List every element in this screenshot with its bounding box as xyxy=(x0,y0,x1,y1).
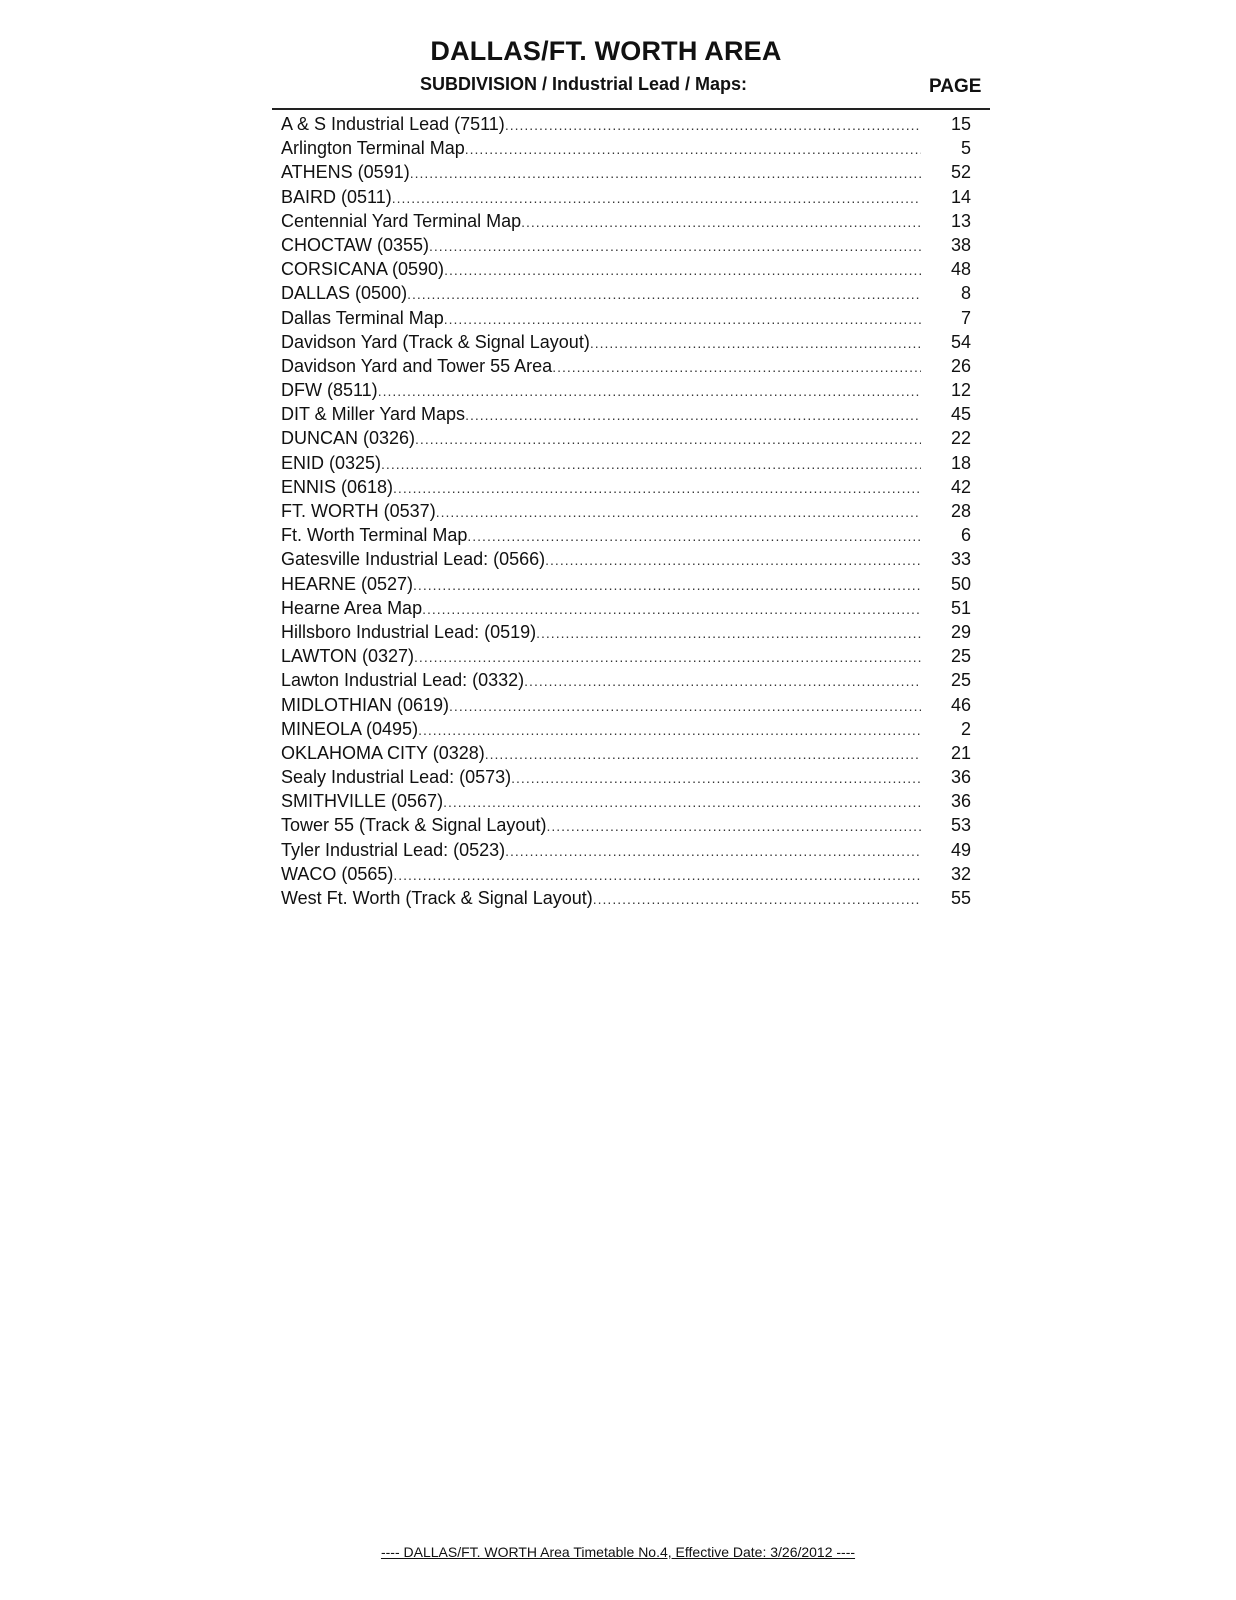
toc-entry[interactable] xyxy=(281,717,971,741)
dot-leader xyxy=(521,210,921,234)
toc-entry-page: 21 xyxy=(950,742,971,763)
toc-entry[interactable] xyxy=(281,233,971,257)
toc-entry[interactable] xyxy=(281,523,971,547)
toc-entry-label: CORSICANA (0590) xyxy=(281,259,445,280)
toc-entry[interactable] xyxy=(281,741,971,765)
dot-leader xyxy=(429,234,921,258)
toc-entry[interactable] xyxy=(281,499,971,523)
toc-entry-label: DALLAS (0500) xyxy=(281,283,408,304)
section-subtitle: SUBDIVISION / Industrial Lead / Maps: xyxy=(420,74,748,94)
dot-leader xyxy=(392,186,921,210)
toc-entry-page: 15 xyxy=(950,114,971,134)
toc-entry-label: LAWTON (0327) xyxy=(281,646,415,667)
toc-entry-label: DUNCAN (0326) xyxy=(281,428,416,449)
toc-entry-page: 25 xyxy=(950,646,971,667)
toc-entry-label: HEARNE (0527) xyxy=(281,573,414,594)
dot-leader xyxy=(378,379,921,403)
toc-entry-page: 55 xyxy=(950,888,971,908)
dot-leader xyxy=(467,524,921,548)
toc-entry-label: Davidson Yard (Track & Signal Layout) xyxy=(281,331,590,352)
toc-entry[interactable] xyxy=(281,306,971,330)
toc-entry-label: MIDLOTHIAN (0619) xyxy=(281,694,450,715)
toc-entry-label: FT. WORTH (0537) xyxy=(281,501,436,521)
toc-entry-label: Arlington Terminal Map xyxy=(281,138,465,159)
toc-entry-label: CHOCTAW (0355) xyxy=(281,234,430,255)
dot-leader xyxy=(536,621,921,645)
toc-entry-label: West Ft. Worth (Track & Signal Layout) xyxy=(281,888,593,908)
toc-entry-label: A & S Industrial Lead (7511) xyxy=(281,114,505,134)
table-of-contents xyxy=(281,112,971,910)
dot-leader xyxy=(511,766,921,790)
dot-leader xyxy=(381,452,921,476)
toc-entry-page: 53 xyxy=(950,815,971,836)
toc-entry-label: BAIRD (0511) xyxy=(281,186,392,207)
dot-leader xyxy=(546,814,921,838)
toc-entry-page: 28 xyxy=(950,501,971,521)
toc-entry[interactable] xyxy=(281,330,971,354)
toc-entry[interactable] xyxy=(281,378,971,402)
dot-leader xyxy=(418,718,921,742)
toc-entry[interactable] xyxy=(281,620,971,644)
toc-entry[interactable] xyxy=(281,668,971,692)
toc-entry-page: 12 xyxy=(950,380,971,401)
toc-entry-page: 46 xyxy=(950,694,971,715)
toc-entry[interactable] xyxy=(281,136,971,160)
toc-entry-page: 8 xyxy=(960,283,971,304)
toc-entry-label: Ft. Worth Terminal Map xyxy=(281,525,468,546)
toc-entry-label: WACO (0565) xyxy=(281,863,394,884)
toc-entry-page: 5 xyxy=(960,138,971,159)
toc-entry[interactable] xyxy=(281,765,971,789)
toc-entry-page: 2 xyxy=(960,718,971,739)
toc-entry[interactable] xyxy=(281,160,971,184)
toc-entry-page: 52 xyxy=(950,162,971,183)
toc-entry-page: 22 xyxy=(950,428,971,449)
toc-entry[interactable] xyxy=(281,789,971,813)
toc-entry-page: 36 xyxy=(950,767,971,788)
toc-entry[interactable] xyxy=(281,475,971,499)
toc-entry-page: 48 xyxy=(950,259,971,280)
dot-leader xyxy=(414,645,921,669)
dot-leader xyxy=(443,790,921,814)
page-column-header: PAGE xyxy=(929,76,982,97)
toc-entry[interactable] xyxy=(281,354,971,378)
page-title-text: DALLAS/FT. WORTH AREA xyxy=(430,36,782,66)
toc-entry-label: Centennial Yard Terminal Map xyxy=(281,210,522,231)
toc-entry-page: 29 xyxy=(950,621,971,642)
toc-entry-page: 32 xyxy=(950,863,971,884)
dot-leader xyxy=(413,573,921,597)
toc-entry-label: MINEOLA (0495) xyxy=(281,718,419,739)
toc-entry-label: Tower 55 (Track & Signal Layout) xyxy=(281,815,547,836)
toc-entry-label: ENID (0325) xyxy=(281,452,382,473)
dot-leader xyxy=(393,863,921,887)
dot-leader xyxy=(552,355,921,379)
toc-entry[interactable] xyxy=(281,426,971,450)
toc-entry[interactable] xyxy=(281,402,971,426)
toc-entry-label: Tyler Industrial Lead: (0523) xyxy=(281,839,506,860)
toc-entry-page: 42 xyxy=(950,476,971,497)
toc-entry[interactable] xyxy=(281,644,971,668)
toc-entry-page: 45 xyxy=(950,404,971,425)
toc-entry-label: Hillsboro Industrial Lead: (0519) xyxy=(281,621,537,642)
dot-leader xyxy=(505,113,921,137)
toc-entry-label: DFW (8511) xyxy=(281,380,378,401)
dot-leader xyxy=(436,500,921,524)
toc-entry-label: Sealy Industrial Lead: (0573) xyxy=(281,767,512,788)
toc-entry-page: 14 xyxy=(950,186,971,207)
toc-entry-label: ENNIS (0618) xyxy=(281,476,394,497)
page-title xyxy=(0,36,1236,67)
toc-entry-page: 49 xyxy=(950,839,971,860)
dot-leader xyxy=(485,742,921,766)
toc-entry-page: 6 xyxy=(960,525,971,546)
dot-leader xyxy=(410,161,921,185)
toc-entry-label: SMITHVILLE (0567) xyxy=(281,791,444,812)
toc-entry-label: Dallas Terminal Map xyxy=(281,307,444,328)
toc-entry-label: Lawton Industrial Lead: (0332) xyxy=(281,670,525,691)
toc-entry-page: 18 xyxy=(950,452,971,473)
toc-entry-label: ATHENS (0591) xyxy=(281,162,410,183)
page-footer: ---- DALLAS/FT. WORTH Area Timetable No.4, Effective Date: 3/26/2012 ---- xyxy=(380,1544,856,1560)
toc-entry[interactable] xyxy=(281,185,971,209)
toc-entry-page: 50 xyxy=(950,573,971,594)
dot-leader xyxy=(449,694,921,718)
dot-leader xyxy=(407,282,921,306)
header-divider xyxy=(272,108,990,110)
toc-entry[interactable] xyxy=(281,209,971,233)
dot-leader xyxy=(524,669,921,693)
toc-entry-label: DIT & Miller Yard Maps xyxy=(281,404,466,425)
toc-entry-label: Davidson Yard and Tower 55 Area xyxy=(281,355,553,376)
toc-entry-page: 51 xyxy=(950,597,971,618)
dot-leader xyxy=(422,597,921,621)
dot-leader xyxy=(505,839,921,863)
toc-entry-page: 7 xyxy=(960,307,971,328)
dot-leader xyxy=(444,307,921,331)
dot-leader xyxy=(444,258,921,282)
toc-entry[interactable] xyxy=(281,572,971,596)
toc-entry-page: 54 xyxy=(950,331,971,352)
toc-entry-page: 26 xyxy=(950,355,971,376)
toc-entry-page: 38 xyxy=(950,234,971,255)
toc-entry[interactable] xyxy=(281,112,971,136)
dot-leader xyxy=(545,548,921,572)
toc-entry[interactable] xyxy=(281,547,971,571)
toc-entry-page: 33 xyxy=(950,549,971,570)
toc-entry-page: 36 xyxy=(950,791,971,812)
dot-leader xyxy=(465,137,921,161)
dot-leader xyxy=(393,476,921,500)
toc-entry-page: 25 xyxy=(950,670,971,691)
toc-entry[interactable] xyxy=(281,451,971,475)
toc-entry[interactable] xyxy=(281,862,971,886)
dot-leader xyxy=(415,427,921,451)
dot-leader xyxy=(465,403,921,427)
dot-leader xyxy=(590,331,921,355)
dot-leader xyxy=(593,887,921,911)
toc-entry[interactable] xyxy=(281,693,971,717)
toc-entry-label: Gatesville Industrial Lead: (0566) xyxy=(281,549,546,570)
toc-entry-label: Hearne Area Map xyxy=(281,597,423,618)
toc-entry[interactable] xyxy=(281,596,971,620)
toc-entry-page: 13 xyxy=(950,210,971,231)
toc-entry[interactable] xyxy=(281,813,971,837)
toc-entry[interactable] xyxy=(281,838,971,862)
toc-entry[interactable] xyxy=(281,886,971,910)
toc-entry-label: OKLAHOMA CITY (0328) xyxy=(281,742,485,763)
toc-entry[interactable] xyxy=(281,281,971,305)
toc-entry[interactable] xyxy=(281,257,971,281)
